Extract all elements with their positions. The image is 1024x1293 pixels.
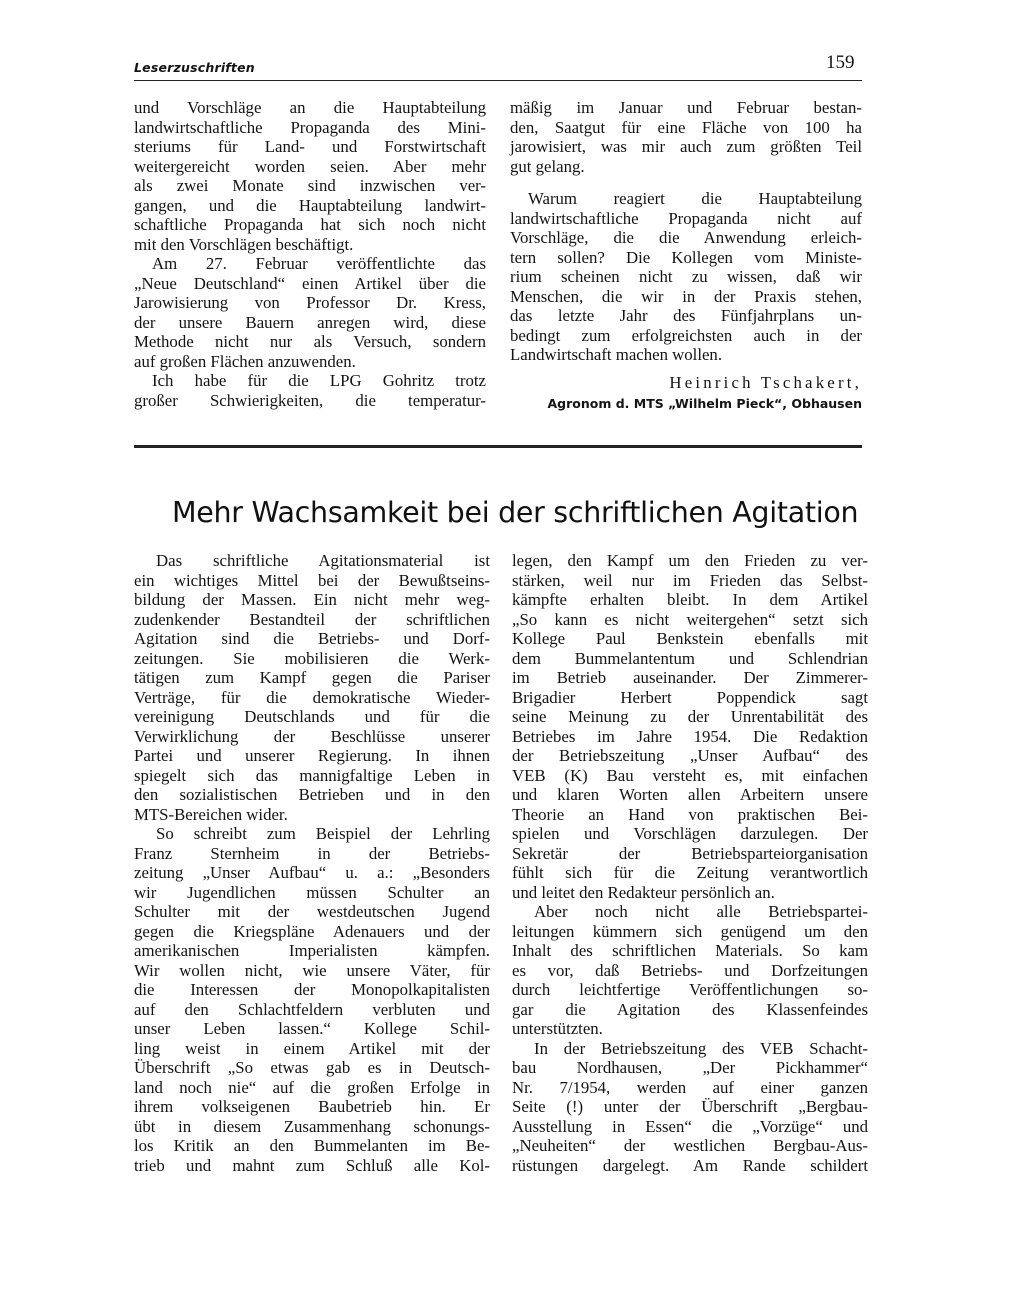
page-number: 159 [826, 52, 855, 73]
text-line: Brigadier Herbert Poppendick sagt [512, 687, 868, 707]
text-line: gar die Agitation des Klassenfeindes [512, 999, 868, 1019]
text-line: „Neuheiten“ der westlichen Bergbau-Aus- [512, 1136, 868, 1155]
text-line: durch leichtfertige Veröffentlichungen so- [512, 980, 868, 999]
section-rule [134, 445, 862, 448]
text-line: auf großen Flächen anzuwenden. [134, 351, 356, 371]
text-line: Aber noch nicht alle Betriebspartei- [534, 902, 868, 921]
text-line: rüstungen dargelegt. Am Rande schildert [512, 1155, 868, 1175]
text-line: Methode nicht nur als Versuch, sondern [134, 332, 486, 351]
text-line: Vorschläge, die die Anwendung erleich- [510, 228, 862, 247]
text-line: Agitation sind die Betriebs- und Dorf- [134, 629, 490, 648]
article-column-right [512, 551, 868, 1175]
text-line: leitungen kümmern sich genügend um den [512, 921, 868, 941]
text-line: Am 27. Februar veröffentlichte das [152, 254, 486, 273]
text-line: VEB (K) Bau versteht es, mit einfachen [512, 765, 868, 785]
text-line: gegen die Kriegspläne Adenauers und der [134, 921, 490, 941]
text-line: ling weist in einem Artikel mit der [134, 1038, 490, 1058]
text-line: ihrem volkseigenen Baubetrieb hin. Er [134, 1097, 490, 1116]
text-line: die Interessen der Monopolkapitalisten [134, 980, 490, 999]
text-line: los Kritik an den Bummelanten im Be- [134, 1136, 490, 1155]
text-line: wir Jugendlichen müssen Schulter an [134, 882, 490, 902]
text-line: landwirtschaftliche Propaganda nicht auf [510, 208, 862, 228]
text-line: So schreibt zum Beispiel der Lehrling [156, 824, 490, 843]
text-line: Menschen, die wir in der Praxis stehen, [510, 286, 862, 306]
text-line: den, Saatgut für eine Fläche von 100 ha [510, 117, 862, 137]
text-line: Schulter mit der westdeutschen Jugend [134, 902, 490, 921]
text-line: amerikanischen Imperialisten kämpfen. [134, 941, 490, 960]
text-line: das letzte Jahr des Fünfjahrplans un- [510, 306, 862, 325]
text-line: Wir wollen nicht, wie unsere Väter, für [134, 960, 490, 980]
text-line: MTS-Bereichen wider. [134, 804, 288, 824]
text-line: mäßig im Januar und Februar bestan- [510, 98, 862, 117]
text-line: dem Bummelantentum und Schlendrian [512, 648, 868, 668]
text-line: steriums für Land- und Forstwirtschaft [134, 137, 486, 156]
text-line: Verträge, für die demokratische Wieder- [134, 687, 490, 707]
text-line: zudenkender Bestandteil der schriftlichen [134, 609, 490, 629]
text-line: Seite (!) unter der Überschrift „Bergbau- [512, 1097, 868, 1116]
text-line: Betriebes im Jahre 1954. Die Redaktion [512, 726, 868, 746]
text-line: Ich habe für die LPG Gohritz trotz [152, 371, 486, 390]
text-line: ein wichtiges Mittel bei der Bewußtseins- [134, 570, 490, 590]
text-line: stärken, weil nur im Frieden das Selbst- [512, 570, 868, 590]
text-line: den sozialistischen Betrieben und in den [134, 785, 490, 804]
text-line: Landwirtschaft machen wollen. [510, 345, 723, 364]
text-line: tern sollen? Die Kollegen vom Ministe- [510, 247, 862, 267]
text-line: Verwirklichung der Beschlüsse unserer [134, 726, 490, 746]
text-line: trieb und mahnt zum Schluß alle Kol- [134, 1155, 490, 1175]
text-line: tätigen zum Kampf gegen die Pariser [134, 668, 490, 687]
text-line: seine Meinung zu der Unrentabilität des [512, 707, 868, 726]
text-line: der unsere Bauern anregen wird, diese [134, 312, 486, 332]
text-line: fühlt sich für die Zeitung verantwortlich [512, 863, 868, 882]
text-line: zeitungen. Sie mobilisieren die Werk- [134, 648, 490, 668]
text-line: Überschrift „So etwas gab es in Deutsch- [134, 1058, 490, 1077]
text-line: bildung der Massen. Ein nicht mehr weg- [134, 590, 490, 609]
text-line: landwirtschaftliche Propaganda des Mini- [134, 117, 486, 137]
text-line: bau Nordhausen, „Der Pickhammer“ [512, 1058, 868, 1077]
text-line: Partei und unserer Regierung. In ihnen [134, 746, 490, 765]
text-line: In der Betriebszeitung des VEB Schacht- [534, 1038, 868, 1058]
article-column-left [134, 551, 490, 1175]
letter-signature: Heinrich Tschakert, [669, 372, 862, 392]
text-line: jarowisiert, was mir auch zum größten Teil [510, 137, 862, 156]
text-line: und leitet den Redakteur persönlich an. [512, 882, 775, 902]
text-line: rium scheinen nicht zu wissen, daß wir [510, 267, 862, 286]
letter-affiliation: Agronom d. MTS „Wilhelm Pieck“, Obhausen [547, 395, 862, 411]
text-line: zeitung „Unser Aufbau“ u. a.: „Besonders [134, 863, 490, 882]
text-line: Nr. 7/1954, werden auf einer ganzen [512, 1077, 868, 1097]
text-line: gangen, und die Hauptabteilung landwirt- [134, 195, 486, 215]
text-line: Inhalt des schriftlichen Materials. So kam [512, 941, 868, 960]
text-line: Das schriftliche Agitationsmaterial ist [156, 551, 490, 570]
text-line: im Betrieb auseinander. Der Zimmerer- [512, 668, 868, 687]
text-line: Sekretär der Betriebsparteiorganisation [512, 843, 868, 863]
running-head: Leserzuschriften [134, 60, 255, 75]
text-line: land noch nie“ auf die großen Erfolge in [134, 1077, 490, 1097]
text-line: „So kann es nicht weitergehen“ setzt sich [512, 609, 868, 629]
text-line: unterstützten. [512, 1019, 603, 1038]
text-line: spiegelt sich das mannigfaltige Leben in [134, 765, 490, 785]
text-line: unser Leben lassen.“ Kollege Schil- [134, 1019, 490, 1038]
letter-column-right [510, 98, 862, 415]
text-line: spielen und Vorschlägen darzulegen. Der [512, 824, 868, 843]
text-line: als zwei Monate sind inzwischen ver- [134, 176, 486, 195]
text-line: Warum reagiert die Hauptabteilung [528, 189, 862, 208]
text-line: kämpfte erhalten bleibt. In dem Artikel [512, 590, 868, 609]
text-line: und klaren Worten allen Arbeitern unsere [512, 785, 868, 804]
text-line: der Betriebszeitung „Unser Aufbau“ des [512, 746, 868, 765]
text-line: weitergereicht worden seien. Aber mehr [134, 156, 486, 176]
text-line: großer Schwierigkeiten, die temperatur- [134, 390, 486, 410]
text-line: mit den Vorschlägen beschäftigt. [134, 234, 354, 254]
text-line: Ausstellung in Essen“ die „Vorzüge“ und [512, 1116, 868, 1136]
text-line: Franz Sternheim in der Betriebs- [134, 843, 490, 863]
text-line: bedingt zum erfolgreichsten auch in der [510, 325, 862, 345]
article-headline: Mehr Wachsamkeit bei der schriftlichen Agitation [172, 496, 859, 529]
text-line: vereinigung Deutschlands und für die [134, 707, 490, 726]
text-line: Theorie an Hand von praktischen Bei- [512, 804, 868, 824]
paragraph-gap [510, 176, 862, 189]
text-line: übt in diesem Zusammenhang schonungs- [134, 1116, 490, 1136]
text-line: Jarowisierung von Professor Dr. Kress, [134, 293, 486, 312]
text-line: schaftliche Propaganda hat sich noch nicht [134, 215, 486, 234]
text-line: es vor, daß Betriebs- und Dorfzeitungen [512, 960, 868, 980]
text-line: auf den Schlachtfeldern verbluten und [134, 999, 490, 1019]
text-line: „Neue Deutschland“ einen Artikel über die [134, 273, 486, 293]
header-rule [134, 80, 862, 81]
letter-column-left [134, 98, 486, 410]
text-line: gut gelang. [510, 156, 585, 176]
text-line: und Vorschläge an die Hauptabteilung [134, 98, 486, 117]
text-line: Kollege Paul Benkstein ebenfalls mit [512, 629, 868, 648]
text-line: legen, den Kampf um den Frieden zu ver- [512, 551, 868, 570]
